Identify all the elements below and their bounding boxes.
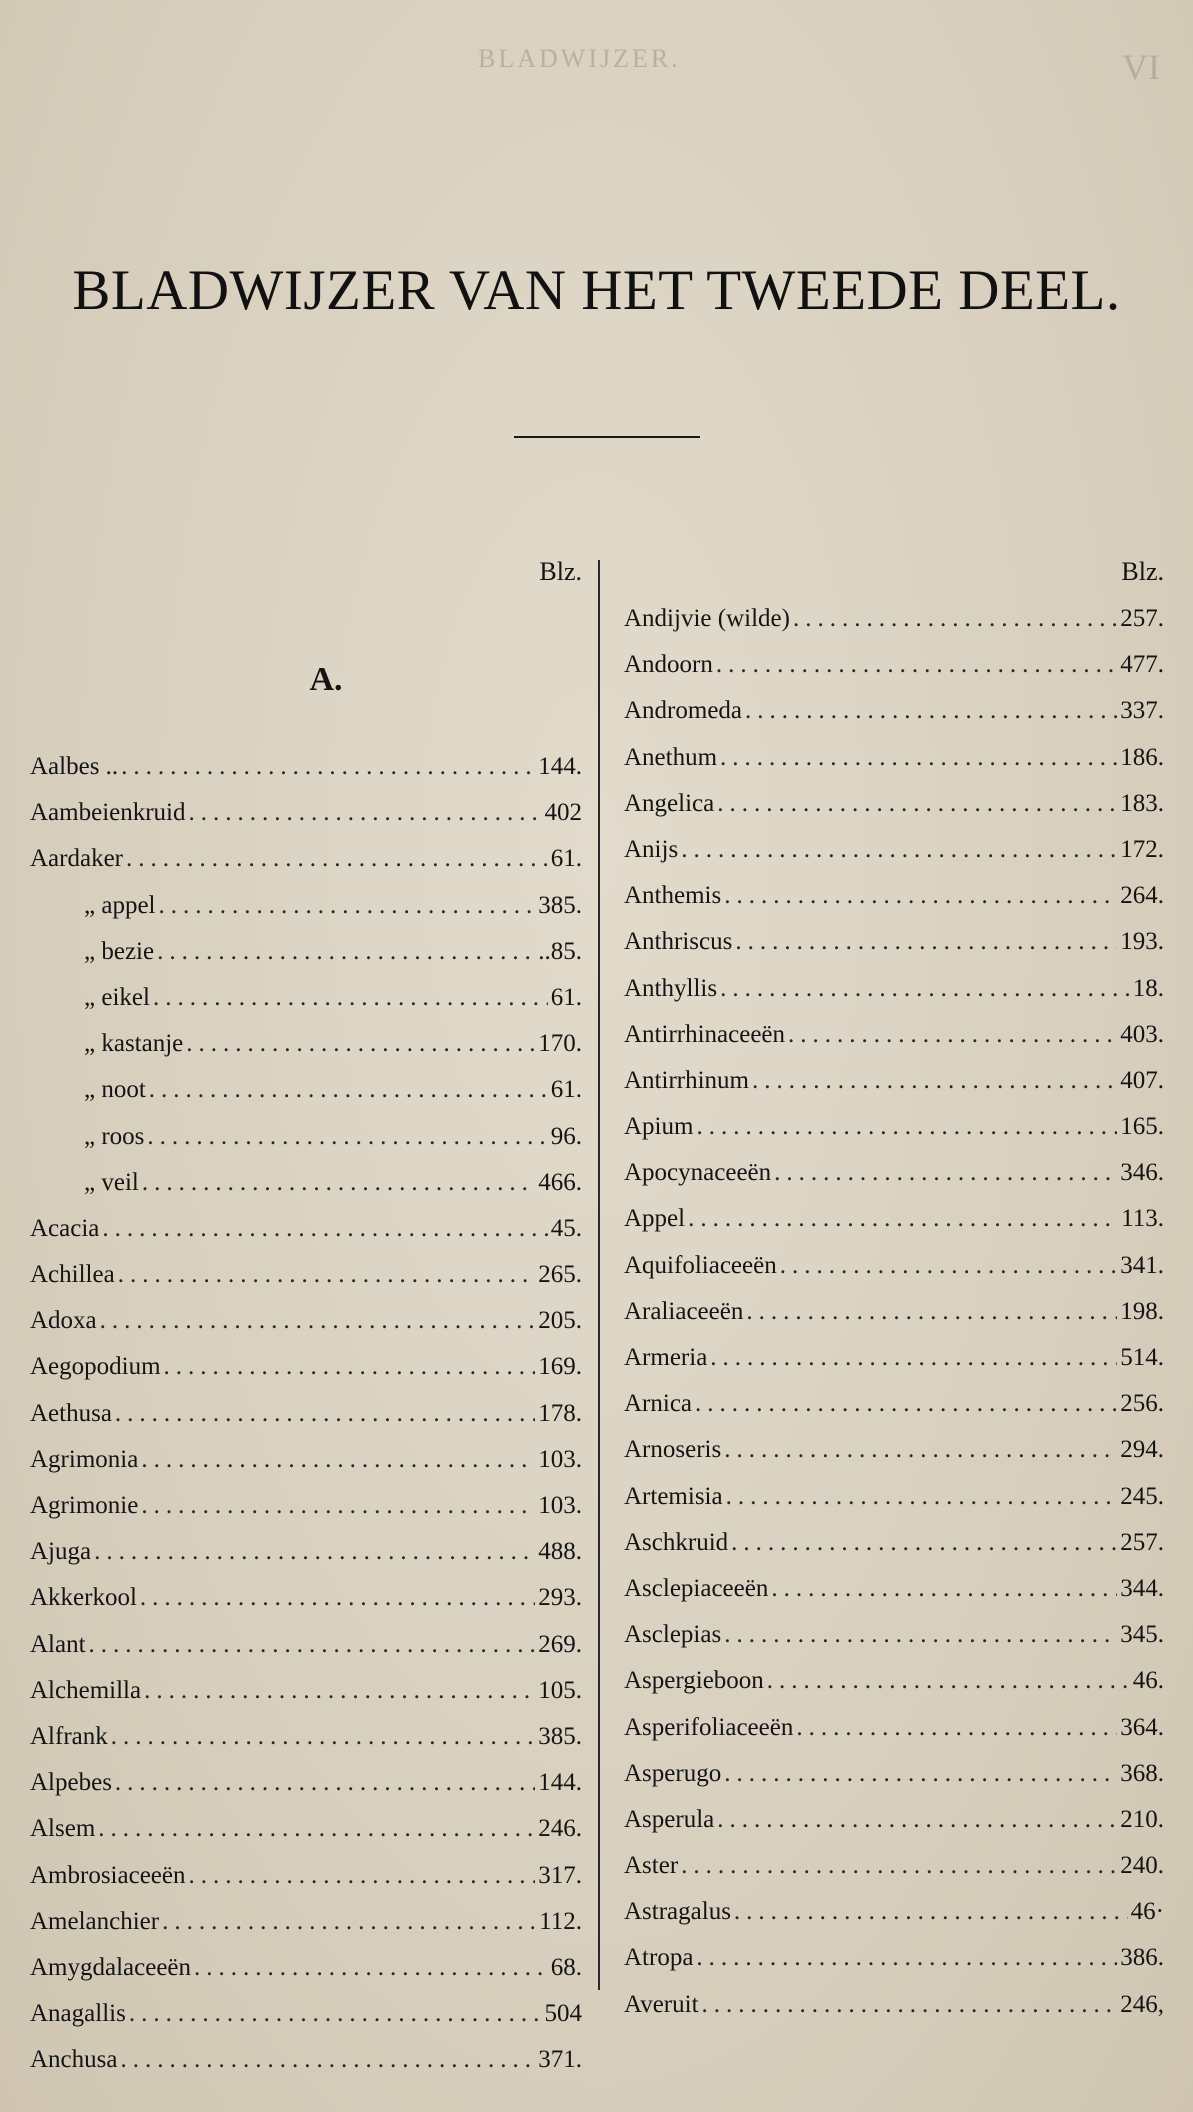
entry-name: Asperifoliaceeën — [624, 1713, 794, 1741]
index-entry — [30, 1021, 582, 1067]
entry-name: Agrimonie — [30, 1492, 139, 1519]
dot-leader — [771, 1566, 1117, 1612]
entry-name: Anijs — [624, 835, 679, 863]
index-entry — [30, 1575, 582, 1621]
entry-page-number: 183. — [1120, 789, 1164, 817]
index-entry — [30, 1114, 582, 1160]
dot-leader — [696, 1935, 1117, 1981]
entry-name: Anagallis — [30, 2000, 126, 2028]
index-entry — [30, 744, 582, 790]
entry-name: Aardaker — [30, 845, 123, 873]
dot-leader — [724, 873, 1117, 919]
column-header-blz: Blz. — [1121, 557, 1164, 586]
index-entry — [30, 1483, 582, 1529]
dot-leader — [111, 1714, 536, 1760]
index-entry — [30, 1714, 582, 1760]
dot-leader — [164, 1344, 536, 1390]
entry-page-number: 45. — [550, 1214, 582, 1242]
entry-page-number: 169. — [538, 1353, 582, 1381]
entry-name: Atropa — [624, 1944, 694, 1972]
entry-name: Andoorn — [624, 651, 713, 679]
entry-page-number: 402 — [544, 799, 582, 827]
index-entry — [30, 1160, 582, 1206]
entry-name: Antirrhinum — [624, 1066, 749, 1094]
index-entry — [624, 1012, 1164, 1058]
index-entry — [30, 1252, 582, 1298]
index-entry — [624, 1705, 1164, 1751]
entry-name: Angelica — [624, 789, 715, 817]
dot-leader — [157, 929, 535, 975]
dot-leader — [716, 642, 1117, 688]
dot-leader — [745, 688, 1117, 734]
index-entry — [624, 596, 1164, 642]
entry-name: Anthriscus — [624, 928, 733, 956]
entry-page-number: 257. — [1120, 605, 1164, 632]
entry-page-number: 193. — [1120, 928, 1164, 956]
entry-page-number: 337. — [1120, 697, 1164, 725]
dot-leader — [724, 1751, 1117, 1797]
dot-leader — [724, 1427, 1117, 1473]
entry-name: Aschkruid — [624, 1528, 729, 1556]
column-divider — [598, 560, 600, 1990]
entry-name: Asclepiaceeën — [624, 1574, 769, 1602]
dot-leader — [720, 735, 1117, 781]
entry-name: Akkerkool — [30, 1584, 137, 1612]
entry-name: Alpebes — [30, 1769, 112, 1797]
index-entry — [624, 735, 1164, 781]
dot-leader — [89, 1622, 536, 1668]
entry-name: Amygdalaceeën — [30, 1953, 192, 1981]
entry-page-number: 257. — [1120, 1528, 1164, 1556]
entry-name: Ajuga — [30, 1538, 92, 1566]
index-entry — [30, 1391, 582, 1437]
entry-page-number: 144. — [538, 753, 582, 780]
index-entry — [30, 1067, 582, 1113]
dot-leader — [188, 1853, 535, 1899]
entry-page-number: 186. — [1120, 743, 1164, 771]
entry-name: Adoxa — [30, 1307, 97, 1335]
entry-page-number: 198. — [1120, 1297, 1164, 1325]
dot-leader — [796, 1705, 1117, 1751]
index-entry — [624, 1427, 1164, 1473]
page-title: BLADWIJZER VAN HET TWEEDE DEEL. — [72, 259, 1121, 322]
index-entry — [624, 1935, 1164, 1981]
index-entry — [30, 1899, 582, 1945]
entry-page-number: 293. — [538, 1584, 582, 1612]
entry-name: Arnica — [624, 1390, 693, 1418]
index-entry — [624, 1797, 1164, 1843]
entry-page-number: 385. — [538, 891, 582, 919]
index-entry — [30, 1298, 582, 1344]
entry-name: Anethum — [624, 743, 718, 771]
index-entry — [624, 1104, 1164, 1150]
entry-page-number: 246, — [1120, 1990, 1164, 2018]
index-entry — [624, 1612, 1164, 1658]
entry-page-number: 364. — [1120, 1713, 1164, 1741]
dot-leader — [118, 1252, 536, 1298]
dot-leader — [717, 781, 1117, 827]
entry-name: Aambeienkruid — [30, 799, 186, 827]
entry-name: Anthyllis — [624, 974, 718, 1002]
entry-page-number: 269. — [538, 1630, 582, 1658]
index-entry — [624, 1289, 1164, 1335]
dot-leader — [94, 1529, 535, 1575]
entry-name: Andijvie (wilde) — [624, 605, 790, 632]
entry-page-number: 46· — [1130, 1898, 1164, 1926]
entry-name: Alsem — [30, 1815, 96, 1843]
dot-leader — [147, 1114, 547, 1160]
entry-page-number: 61. — [550, 983, 582, 1011]
dot-leader — [696, 1104, 1117, 1150]
entry-page-number: 317. — [538, 1861, 582, 1889]
index-entry — [30, 929, 582, 975]
entry-name: Anchusa — [30, 2046, 118, 2074]
entry-name: Aalbes .. — [30, 753, 119, 780]
entry-name: Antirrhinaceeën — [624, 1020, 786, 1048]
dot-leader — [734, 1889, 1128, 1935]
dot-leader — [115, 1391, 535, 1437]
dot-leader — [186, 1021, 535, 1067]
dot-leader — [681, 827, 1117, 873]
index-entry — [30, 1806, 582, 1852]
title-rule — [514, 436, 700, 438]
index-entry — [624, 1335, 1164, 1381]
entry-page-number: 240. — [1120, 1852, 1164, 1880]
section-letter: A. — [309, 661, 343, 698]
index-entry — [624, 1474, 1164, 1520]
dot-leader — [720, 966, 1130, 1012]
entry-page-number: 265. — [538, 1261, 582, 1289]
entry-page-number: 403. — [1120, 1020, 1164, 1048]
column-header-blz: Blz. — [539, 557, 582, 586]
entry-page-number: 246. — [538, 1815, 582, 1843]
index-entry — [624, 688, 1164, 734]
right-entry-list — [624, 596, 1164, 2028]
index-entry — [30, 1622, 582, 1668]
dot-leader — [141, 1437, 535, 1483]
dot-leader — [702, 1982, 1118, 2028]
index-entry — [30, 1760, 582, 1806]
dot-leader — [162, 1899, 536, 1945]
entry-page-number: 105. — [538, 1676, 582, 1704]
dot-leader — [102, 1206, 547, 1252]
entry-name: Andromeda — [624, 697, 743, 725]
entry-name: Agrimonia — [30, 1445, 139, 1473]
dot-leader — [194, 1945, 548, 1991]
entry-page-number: 341. — [1120, 1251, 1164, 1279]
entry-name: Acacia — [30, 1214, 100, 1242]
dot-leader — [144, 1668, 535, 1714]
index-entry — [30, 1853, 582, 1899]
entry-name: Araliaceeën — [624, 1297, 744, 1325]
entry-page-number: 113. — [1121, 1205, 1164, 1233]
entry-page-number: 170. — [538, 1030, 582, 1058]
dot-leader — [752, 1058, 1117, 1104]
dot-leader — [746, 1289, 1117, 1335]
entry-page-number: 368. — [1120, 1759, 1164, 1787]
dot-leader — [788, 1012, 1117, 1058]
index-entry — [30, 883, 582, 929]
index-entry — [30, 836, 582, 882]
entry-page-number: 488. — [538, 1538, 582, 1566]
entry-page-number: ..85. — [538, 937, 582, 965]
dot-leader — [140, 1575, 535, 1621]
index-entry — [624, 1658, 1164, 1704]
dot-leader — [726, 1474, 1118, 1520]
dot-leader — [717, 1797, 1117, 1843]
dot-leader — [724, 1612, 1117, 1658]
index-column-left — [30, 548, 582, 2083]
entry-page-number: 466. — [538, 1168, 582, 1196]
index-entry — [30, 1437, 582, 1483]
show-through-header — [0, 28, 1193, 88]
entry-page-number: 172. — [1120, 835, 1164, 863]
entry-page-number: 245. — [1120, 1482, 1164, 1510]
entry-page-number: 61. — [550, 1076, 582, 1104]
entry-name: Aquifoliaceeën — [624, 1251, 777, 1279]
entry-name: „ veil — [84, 1168, 139, 1196]
index-entry — [624, 1381, 1164, 1427]
index-entry — [30, 1668, 582, 1714]
entry-name: Asperugo — [624, 1759, 722, 1787]
entry-name: Anthemis — [624, 882, 722, 910]
entry-page-number: 344. — [1120, 1574, 1164, 1602]
dot-leader — [126, 836, 548, 882]
dot-leader — [115, 1760, 535, 1806]
entry-page-number: 205. — [538, 1307, 582, 1335]
entry-page-number: 514. — [1120, 1344, 1164, 1371]
entry-name: Alchemilla — [30, 1676, 142, 1704]
dot-leader — [149, 1067, 548, 1113]
left-entry-list — [30, 744, 582, 2083]
index-entry — [624, 1520, 1164, 1566]
index-entry — [624, 1243, 1164, 1289]
index-entry — [624, 966, 1164, 1012]
index-entry — [30, 2037, 582, 2083]
entry-name: Asperula — [624, 1805, 715, 1833]
dot-leader — [98, 1806, 535, 1852]
index-entry — [30, 1206, 582, 1252]
index-entry — [30, 975, 582, 1021]
entry-name: Aster — [624, 1852, 679, 1880]
entry-name: Aethusa — [30, 1399, 112, 1427]
dot-leader — [735, 919, 1117, 965]
entry-page-number: 61. — [550, 845, 582, 873]
index-entry — [624, 1982, 1164, 2028]
entry-page-number: 103. — [538, 1445, 582, 1473]
index-entry — [30, 1344, 582, 1390]
dot-leader — [142, 1160, 535, 1206]
dot-leader — [158, 883, 535, 929]
running-head-ghost: BLADWIJZER. — [478, 44, 681, 73]
entry-name: Apium — [624, 1113, 694, 1141]
entry-name: Artemisia — [624, 1482, 723, 1510]
index-entry — [624, 1150, 1164, 1196]
entry-name: Armeria — [624, 1344, 708, 1371]
dot-leader — [153, 975, 548, 1021]
entry-name: Astragalus — [624, 1898, 731, 1926]
dot-leader — [793, 596, 1117, 642]
index-entry — [624, 827, 1164, 873]
dot-leader — [695, 1381, 1117, 1427]
entry-page-number: 346. — [1120, 1159, 1164, 1187]
dot-leader — [100, 1298, 536, 1344]
entry-page-number: 385. — [538, 1722, 582, 1750]
entry-page-number: 178. — [538, 1399, 582, 1427]
entry-name: Apocynaceeën — [624, 1159, 772, 1187]
index-entry — [30, 1991, 582, 2037]
dot-leader — [121, 744, 535, 790]
entry-page-number: 294. — [1120, 1436, 1164, 1464]
dot-leader — [774, 1150, 1117, 1196]
entry-page-number: 46. — [1132, 1667, 1164, 1695]
entry-page-number: 103. — [538, 1492, 582, 1519]
entry-name: „ bezie — [84, 937, 155, 965]
entry-name: Asclepias — [624, 1621, 722, 1649]
index-entry — [624, 642, 1164, 688]
entry-page-number: 504 — [544, 2000, 582, 2028]
index-entry — [624, 1566, 1164, 1612]
dot-leader — [767, 1658, 1130, 1704]
entry-name: Aegopodium — [30, 1353, 161, 1381]
index-entry — [624, 919, 1164, 965]
folio-ghost: VI — [1122, 47, 1160, 87]
entry-page-number: 371. — [538, 2046, 582, 2074]
dot-leader — [731, 1520, 1117, 1566]
index-column-right — [624, 548, 1164, 2028]
index-entry — [624, 781, 1164, 827]
entry-page-number: 112. — [539, 1907, 582, 1935]
entry-name: Achillea — [30, 1261, 115, 1289]
entry-name: Amelanchier — [30, 1907, 160, 1935]
index-entry — [30, 1529, 582, 1575]
entry-page-number: 165. — [1120, 1113, 1164, 1141]
entry-name: Appel — [624, 1205, 686, 1233]
entry-name: „ appel — [84, 891, 156, 919]
entry-name: „ kastanje — [84, 1030, 184, 1058]
dot-leader — [129, 1991, 542, 2037]
dot-leader — [141, 1483, 535, 1529]
entry-name: Alfrank — [30, 1722, 108, 1750]
index-entry — [30, 790, 582, 836]
entry-name: Alant — [30, 1630, 86, 1658]
entry-name: Arnoseris — [624, 1436, 722, 1464]
entry-page-number: 256. — [1120, 1390, 1164, 1418]
entry-page-number: 18. — [1132, 974, 1164, 1002]
entry-name: Averuit — [624, 1990, 699, 2018]
dot-leader — [780, 1243, 1118, 1289]
dot-leader — [681, 1843, 1117, 1889]
entry-name: „ roos — [84, 1122, 145, 1150]
entry-page-number: 68. — [550, 1953, 582, 1981]
index-entry — [30, 1945, 582, 1991]
entry-page-number: 345. — [1120, 1621, 1164, 1649]
dot-leader — [120, 2037, 535, 2083]
index-entry — [624, 1889, 1164, 1935]
dot-leader — [688, 1196, 1118, 1242]
entry-page-number: 477. — [1120, 651, 1164, 679]
entry-name: „ eikel — [84, 983, 150, 1011]
index-entry — [624, 1843, 1164, 1889]
index-entry — [624, 1058, 1164, 1104]
entry-page-number: 96. — [550, 1122, 582, 1150]
entry-page-number: 386. — [1120, 1944, 1164, 1972]
index-entry — [624, 873, 1164, 919]
dot-leader — [189, 790, 542, 836]
entry-page-number: 407. — [1120, 1066, 1164, 1094]
entry-page-number: 210. — [1120, 1805, 1164, 1833]
dot-leader — [710, 1335, 1117, 1381]
entry-name: „ noot — [84, 1076, 146, 1104]
index-entry — [624, 1196, 1164, 1242]
entry-name: Aspergieboon — [624, 1667, 764, 1695]
entry-page-number: 144. — [538, 1769, 582, 1797]
entry-page-number: 264. — [1120, 882, 1164, 910]
index-entry — [624, 1751, 1164, 1797]
entry-name: Ambrosiaceeën — [30, 1861, 186, 1889]
